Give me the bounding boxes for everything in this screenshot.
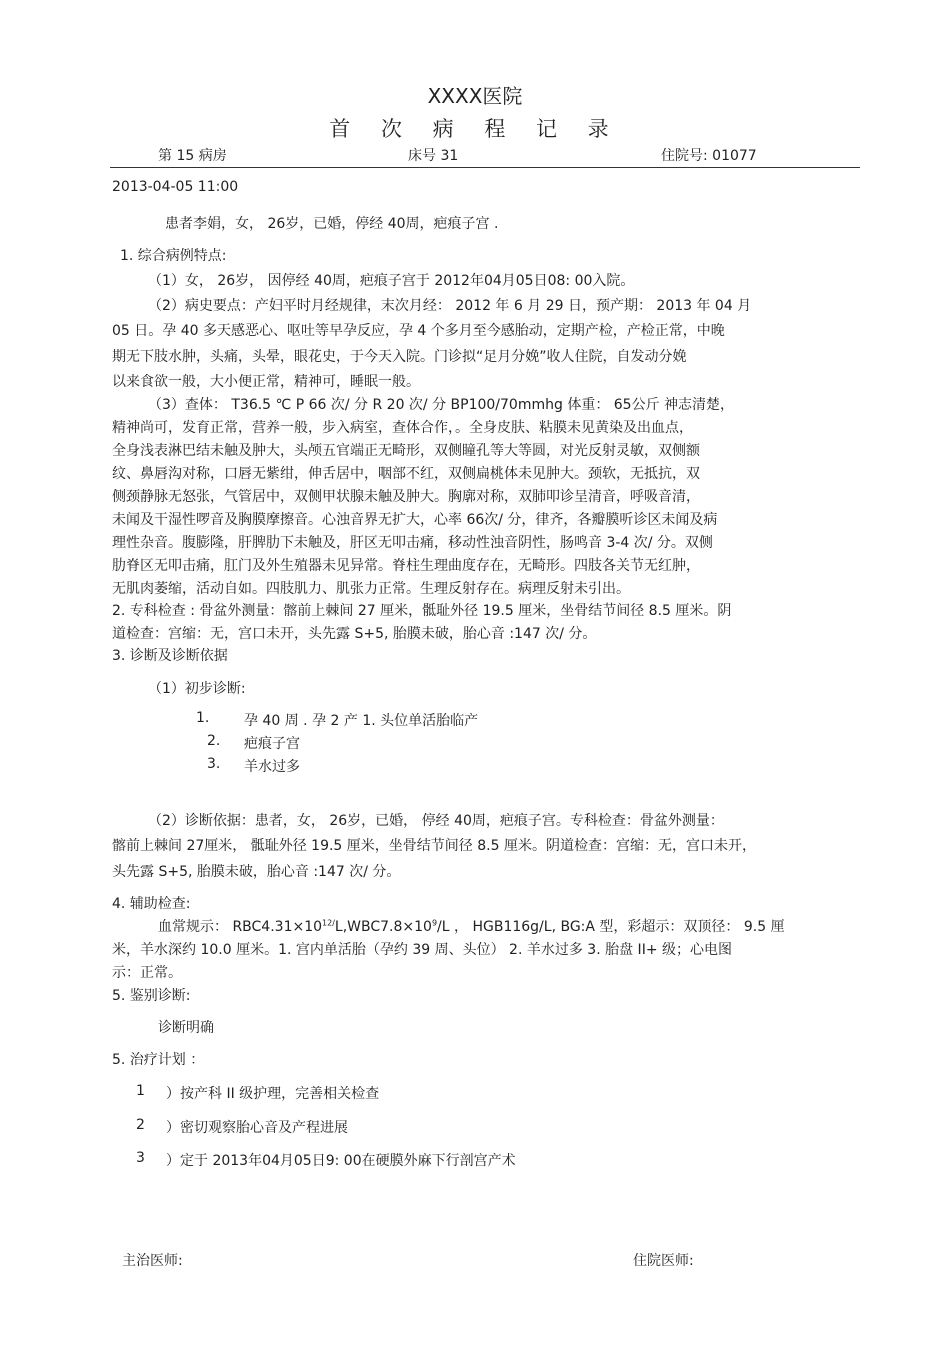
lab-superscript: 9 xyxy=(431,918,438,928)
bed-number: 床号 31 xyxy=(408,148,459,164)
exam-line: 无肌肉萎缩，活动自如。四肢肌力、肌张力正常。生理反射存在。病理反射未引出。 xyxy=(112,581,630,597)
treatment-item: ）定于 2013年04月05日9: 00在硬膜外麻下行剖宫产术 xyxy=(166,1153,516,1169)
section-3-heading: 3. 诊断及诊断依据 xyxy=(112,648,228,664)
treatment-number: 1 xyxy=(136,1083,145,1099)
resident-physician-label: 住院医师: xyxy=(633,1253,694,1269)
history-line: 以来食欲一般，大小便正常，精神可，睡眠一般。 xyxy=(112,374,420,390)
differential-diagnosis-text: 诊断明确 xyxy=(158,1020,214,1036)
diagnosis-number: 1. xyxy=(196,710,210,726)
treatment-item: ）密切观察胎心音及产程进展 xyxy=(166,1120,348,1136)
diagnosis-item: 孕 40 周 . 孕 2 产 1. 头位单活胎临产 xyxy=(244,713,479,729)
ward-number: 第 15 病房 xyxy=(158,148,227,164)
attending-physician-label: 主治医师: xyxy=(122,1253,183,1269)
patient-summary: 患者李娟，女， 26岁，已婚，停经 40周，疤痕子宫 . xyxy=(165,216,499,232)
lab-text: L,WBC7.8×10 xyxy=(334,919,432,935)
specialist-exam-line: 2. 专科检查 : 骨盆外测量：髂前上棘间 27 厘米，骶耻外径 19.5 厘米，坐骨结节间径 8.5 厘米。阴 xyxy=(112,603,732,619)
diagnosis-item: 羊水过多 xyxy=(244,759,300,775)
diagnosis-item: 疤痕子宫 xyxy=(244,736,300,752)
history-line: 期无下肢水肿，头痛，头晕，眼花史，于今天入院。门诊拟“足月分娩”收人住院，自发动分娩 xyxy=(112,349,687,365)
document-title: 首 次 病 程 记 录 xyxy=(329,117,621,141)
header-divider xyxy=(110,167,860,168)
diagnosis-number: 2. xyxy=(207,733,221,749)
lab-superscript: 12/ xyxy=(322,918,335,928)
section-5-heading: 5. 鉴别诊断: xyxy=(112,988,191,1004)
section-4-heading: 4. 辅助检查: xyxy=(112,896,191,912)
lab-text: /L ， HGB116g/L, BG:A 型，彩超示：双顶径： 9.5 厘 xyxy=(437,919,785,935)
section-1-heading: 1. 综合病例特点: xyxy=(120,248,227,264)
admission-number: 住院号: 01077 xyxy=(661,148,757,164)
record-datetime: 2013-04-05 11:00 xyxy=(112,179,239,195)
history-line: 05 日。孕 40 多天感恶心、呕吐等早孕反应，孕 4 个多月至今感胎动，定期产检，产检正常，中晚 xyxy=(112,323,725,339)
exam-line: 侧颈静脉无怒张，气管居中，双侧甲状腺未触及肿大。胸廓对称，双肺叩诊呈清音，呼吸音清， xyxy=(112,489,700,505)
lab-result-line: 米，羊水深约 10.0 厘米。1. 宫内单活胎（孕约 39 周、头位） 2. 羊水过多 3. 胎盘 II+ 级；心电图 xyxy=(112,942,732,958)
treatment-number: 2 xyxy=(136,1117,145,1133)
exam-line: 肋脊区无叩击痛，肛门及外生殖器未见异常。脊柱生理曲度存在，无畸形。四肢各关节无红肿， xyxy=(112,558,700,574)
treatment-plan-heading: 5. 治疗计划 ： xyxy=(112,1052,205,1068)
diagnosis-basis-line: 头先露 S+5, 胎膜未破，胎心音 :147 次/ 分。 xyxy=(112,864,401,880)
exam-line: 全身浅表淋巴结未触及肿大，头颅五官端正无畸形，双侧瞳孔等大等圆，对光反射灵敏，双侧额 xyxy=(112,443,700,459)
lab-result-line: 示：正常。 xyxy=(112,965,182,981)
diagnosis-number: 3. xyxy=(207,756,221,772)
treatment-item: ）按产科 II 级护理，完善相关检查 xyxy=(166,1086,380,1102)
case-feature-1: （1）女， 26岁， 因停经 40周，疤痕子宫于 2012年04月05日08: 00入院。 xyxy=(148,273,635,289)
exam-line: 未闻及干湿性啰音及胸膜摩擦音。心浊音界无扩大，心率 66次/ 分，律齐，各瓣膜听诊区未闻及病 xyxy=(112,512,718,528)
lab-text: 血常规示： RBC4.31×10 xyxy=(158,919,323,935)
diagnosis-basis-line: （2）诊断依据：患者，女， 26岁，已婚， 停经 40周，疤痕子宫。专科检查：骨盆外测量： xyxy=(148,813,724,829)
diagnosis-basis-line: 髂前上棘间 27厘米， 骶耻外径 19.5 厘米，坐骨结节间径 8.5 厘米。阴道检查：宫缩：无，宫口未开， xyxy=(112,838,756,854)
history-line: （2）病史要点：产妇平时月经规律，末次月经： 2012 年 6 月 29 日，预产期： 2013 年 04 月 xyxy=(148,298,752,314)
exam-line: 理性杂音。腹膨隆，肝脾肋下未触及，肝区无叩击痛，移动性浊音阴性，肠鸣音 3-4 次/ 分。双侧 xyxy=(112,535,713,551)
treatment-number: 3 xyxy=(136,1150,145,1166)
specialist-exam-line: 道检查：宫缩：无，宫口未开，头先露 S+5, 胎膜未破，胎心音 :147 次/ 分。 xyxy=(112,626,597,642)
exam-line: 纹、鼻唇沟对称，口唇无紫绀，伸舌居中，咽部不红，双侧扁桃体未见肿大。颈软，无抵抗，双 xyxy=(112,466,700,482)
exam-line: 精神尚可，发育正常，营养一般，步入病室，查体合作，。全身皮肤、粘膜未见黄染及出血点， xyxy=(112,420,693,436)
exam-line: （3）查体： T36.5 ℃ P 66 次/ 分 R 20 次/ 分 BP100/70mmhg 体重： 65公斤 神志清楚， xyxy=(148,397,735,413)
preliminary-diagnosis-label: （1）初步诊断: xyxy=(148,681,246,697)
lab-result-line xyxy=(158,916,785,936)
hospital-name: XXXX医院 xyxy=(427,84,523,108)
